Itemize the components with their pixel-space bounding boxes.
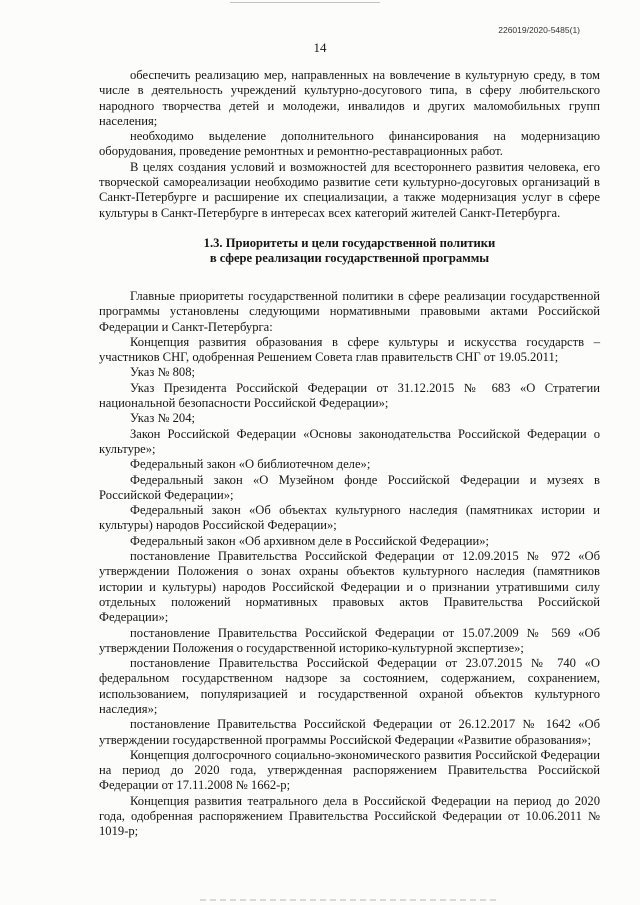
paragraph: Федеральный закон «Об архивном деле в Российской Федерации»; <box>130 533 490 548</box>
section-heading <box>99 236 600 267</box>
scan-artifact-top-line <box>230 2 380 3</box>
section-heading-line-1: 1.3. Приоритеты и цели государственной политики <box>203 235 496 250</box>
paragraph: Главные приоритеты государственной политики в сфере реализации государственной программы установлены следующими нормативными правовыми актами Российской Федерации и Санкт-Петербурга: <box>99 288 600 334</box>
paragraph: Концепция развития театрального дела в Российской Федерации на период до 2020 года, одобренная распоряжением Правительства Российской Федерации от 10.06.2011 № 1019-р; <box>99 793 600 839</box>
paragraph: Федеральный закон «О Музейном фонде Российской Федерации и музеях в Российской Федерации»; <box>99 472 600 502</box>
paragraph: Концепция развития образования в сфере культуры и искусства государств – участников СНГ, одобренная Решением Совета глав правительств СНГ от 19.05.2011; <box>99 334 600 365</box>
scan-artifact-bottom-line <box>200 899 500 901</box>
paragraph: постановление Правительства Российской Федерации от 12.09.2015 № 972 «Об утверждении Положения о зонах охраны объектов культурного наследия (памятников истории и культуры) народов Российской Федерации и о признании утратившими силу отдельных положений нормативных правовых актов Правительства Российской Федерации»; <box>99 549 600 625</box>
paragraph: Указ Президента Российской Федерации от 31.12.2015 № 683 «О Стратегии национальной безопасности Российской Федерации»; <box>99 380 600 411</box>
paragraph: постановление Правительства Российской Федерации от 23.07.2015 № 740 «О федеральном государственном надзоре за состоянием, содержанием, сохранением, использованием, популяризацией и государственной охраной объектов культурного наследия»; <box>99 656 600 716</box>
paragraph: обеспечить реализацию мер, направленных на вовлечение в культурную среду, в том числе в деятельность учреждений культурно-досугового типа, в сферу любительского народного творчества детей и молодежи, инвалидов и других маломобильных групп населения; <box>99 68 600 128</box>
paragraph: В целях создания условий и возможностей для всестороннего развития человека, его творческой самореализации необходимо развитие сети культурно-досуговых организаций в Санкт-Петербурге и расширение их специализации, а также модернизация услуг в сфере культуры в Санкт-Петербурге в интересах всех категорий жителей Санкт-Петербурга. <box>99 159 600 220</box>
paragraph: Закон Российской Федерации «Основы законодательства Российской Федерации о культуре»; <box>99 426 600 456</box>
page-number: 14 <box>313 40 327 55</box>
paragraph: Концепция долгосрочного социально-экономического развития Российской Федерации на период до 2020 года, утвержденная распоряжением Правительства Российской Федерации от 17.11.2008 № 1662-р; <box>99 747 600 793</box>
section-heading-line-2: в сфере реализации государственной программы <box>209 251 490 266</box>
document-id: 226019/2020-5485(1) <box>498 25 580 35</box>
paragraph: Федеральный закон «Об объектах культурного наследия (памятниках истории и культуры) народов Российской Федерации»; <box>99 503 600 533</box>
paragraph: постановление Правительства Российской Федерации от 15.07.2009 № 569 «Об утверждении Положения о государственной историко-культурной экспертизе»; <box>99 625 600 655</box>
document-body <box>99 68 600 840</box>
paragraph: Указ № 204; <box>130 411 196 426</box>
paragraph: Федеральный закон «О библиотечном деле»; <box>130 457 371 472</box>
paragraph: постановление Правительства Российской Федерации от 26.12.2017 № 1642 «Об утверждении государственной программы Российской Федерации «Развитие образования»; <box>99 717 600 747</box>
paragraph: Указ № 808; <box>130 365 196 380</box>
paragraph: необходимо выделение дополнительного финансирования на модернизацию оборудования, проведение ремонтных и ремонтно-реставрационных работ. <box>99 129 600 159</box>
